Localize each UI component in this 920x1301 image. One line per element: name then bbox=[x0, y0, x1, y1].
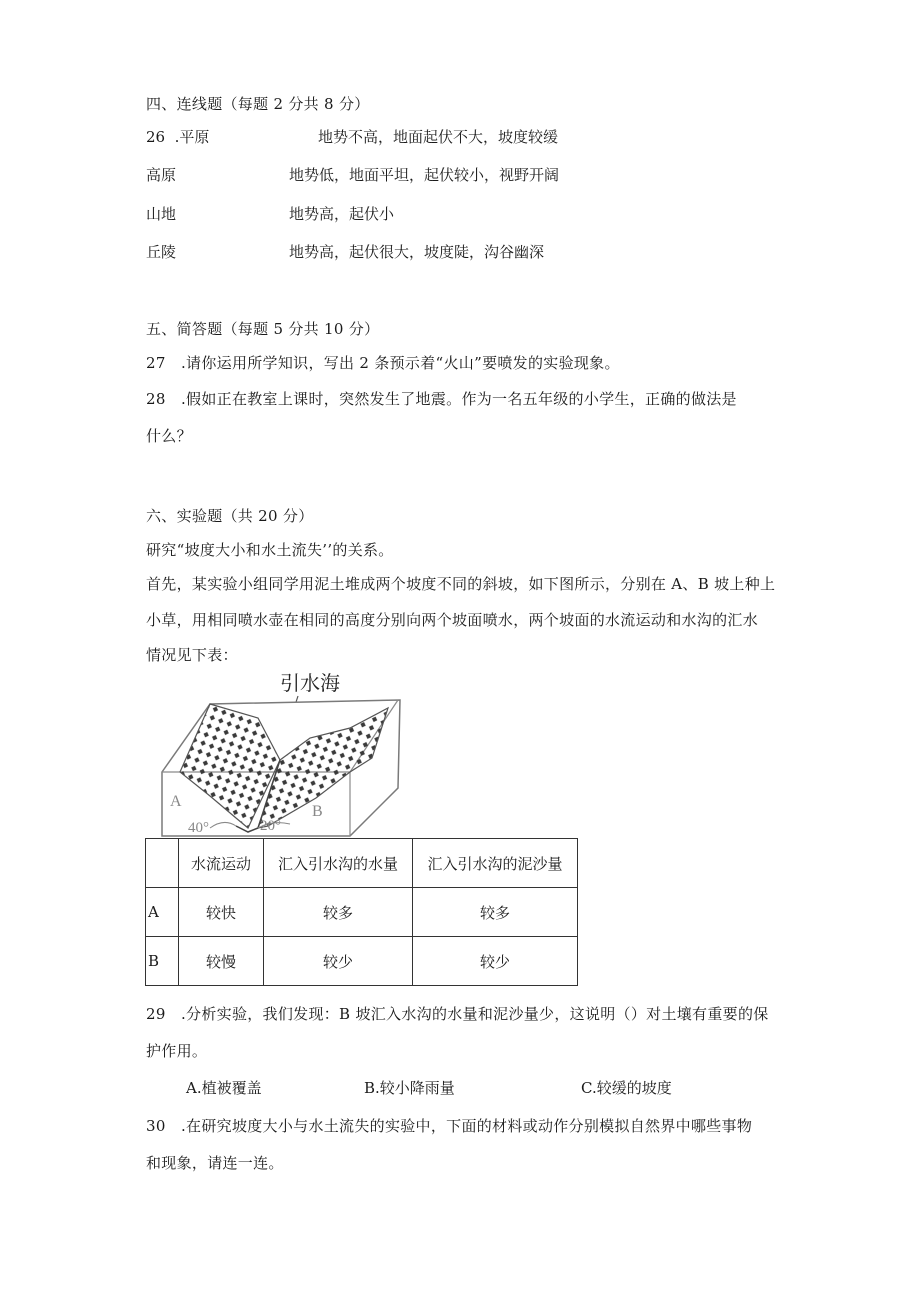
angle-label-a: 40° bbox=[188, 820, 209, 836]
match-right-item: 地势高，起伏小 bbox=[289, 205, 395, 223]
question-27: 27 .请你运用所学知识，写出 2 条预示着“火山”要喷发的实验现象。 bbox=[146, 354, 620, 372]
section-5-heading: 五、简答题（每题 5 分共 10 分） bbox=[146, 320, 380, 338]
match-left-item: 山地 bbox=[146, 205, 177, 223]
experiment-intro: 研究“坡度大小和水土流失’’的关系。 bbox=[146, 541, 394, 559]
slope-experiment-figure bbox=[140, 668, 410, 840]
match-right-item: 地势高，起伏很大，坡度陡，沟谷幽深 bbox=[289, 243, 545, 261]
question-29-line-1: 29 .分析实验，我们发现：B 坡汇入水沟的水量和泥沙量少，这说明（）对土壤有重要的保 bbox=[146, 1005, 769, 1023]
table-cell: 较少 bbox=[264, 937, 413, 986]
experiment-paragraph-line-1: 首先，某实验小组同学用泥土堆成两个坡度不同的斜坡，如下图所示，分别在 A、B 坡上种上 bbox=[146, 575, 776, 593]
table-cell: 较多 bbox=[264, 888, 413, 937]
option-a: A.植被覆盖 bbox=[186, 1079, 262, 1097]
table-header-cell: 水流运动 bbox=[179, 839, 264, 888]
match-right-item: 地势不高，地面起伏不大，坡度较缓 bbox=[318, 128, 559, 146]
q26-number: 26 bbox=[146, 128, 166, 146]
option-b: B.较小降雨量 bbox=[364, 1079, 455, 1097]
table-header-row bbox=[146, 839, 578, 888]
question-29-line-2: 护作用。 bbox=[146, 1042, 208, 1060]
table-header-cell: 汇入引水沟的水量 bbox=[264, 839, 413, 888]
question-28-line-1: 28 .假如正在教室上课时，突然发生了地震。作为一名五年级的小学生，正确的做法是 bbox=[146, 390, 737, 408]
question-30-line-1: 30 .在研究坡度大小与水土流失的实验中，下面的材料或动作分别模拟自然界中哪些事物 bbox=[146, 1117, 753, 1135]
table-header-cell: 汇入引水沟的泥沙量 bbox=[413, 839, 578, 888]
option-c: C.较缓的坡度 bbox=[581, 1079, 672, 1097]
table-cell: B bbox=[146, 937, 179, 986]
angle-label-b: 20° bbox=[260, 818, 281, 834]
table-cell: 较慢 bbox=[179, 937, 264, 986]
table-cell: 较少 bbox=[413, 937, 578, 986]
table-cell: 较多 bbox=[413, 888, 578, 937]
table-row bbox=[146, 937, 578, 986]
match-right-item: 地势低，地面平坦，起伏较小，视野开阔 bbox=[289, 166, 560, 184]
table-row bbox=[146, 888, 578, 937]
match-left-item: 丘陵 bbox=[146, 243, 177, 261]
figure-label-a: A bbox=[170, 793, 182, 810]
figure-label-b: B bbox=[312, 803, 323, 820]
question-30-line-2: 和现象，请连一连。 bbox=[146, 1154, 284, 1172]
question-28-line-2: 什么？ bbox=[146, 427, 192, 445]
results-table bbox=[145, 838, 578, 986]
experiment-paragraph-line-3: 情况见下表： bbox=[146, 646, 238, 664]
table-cell: A bbox=[146, 888, 179, 937]
q26-row-1-left bbox=[146, 126, 209, 147]
section-6-heading: 六、实验题（共 20 分） bbox=[146, 507, 314, 525]
section-4-heading: 四、连线题（每题 2 分共 8 分） bbox=[146, 95, 370, 113]
figure-label-top: 引水海 bbox=[280, 673, 340, 695]
match-left-item: .平原 bbox=[174, 128, 210, 146]
table-header-cell bbox=[146, 839, 179, 888]
experiment-paragraph-line-2: 小草，用相同喷水壶在相同的高度分别向两个坡面喷水，两个坡面的水流运动和水沟的汇水 bbox=[146, 611, 759, 629]
table-cell: 较快 bbox=[179, 888, 264, 937]
match-left-item: 高原 bbox=[146, 166, 177, 184]
